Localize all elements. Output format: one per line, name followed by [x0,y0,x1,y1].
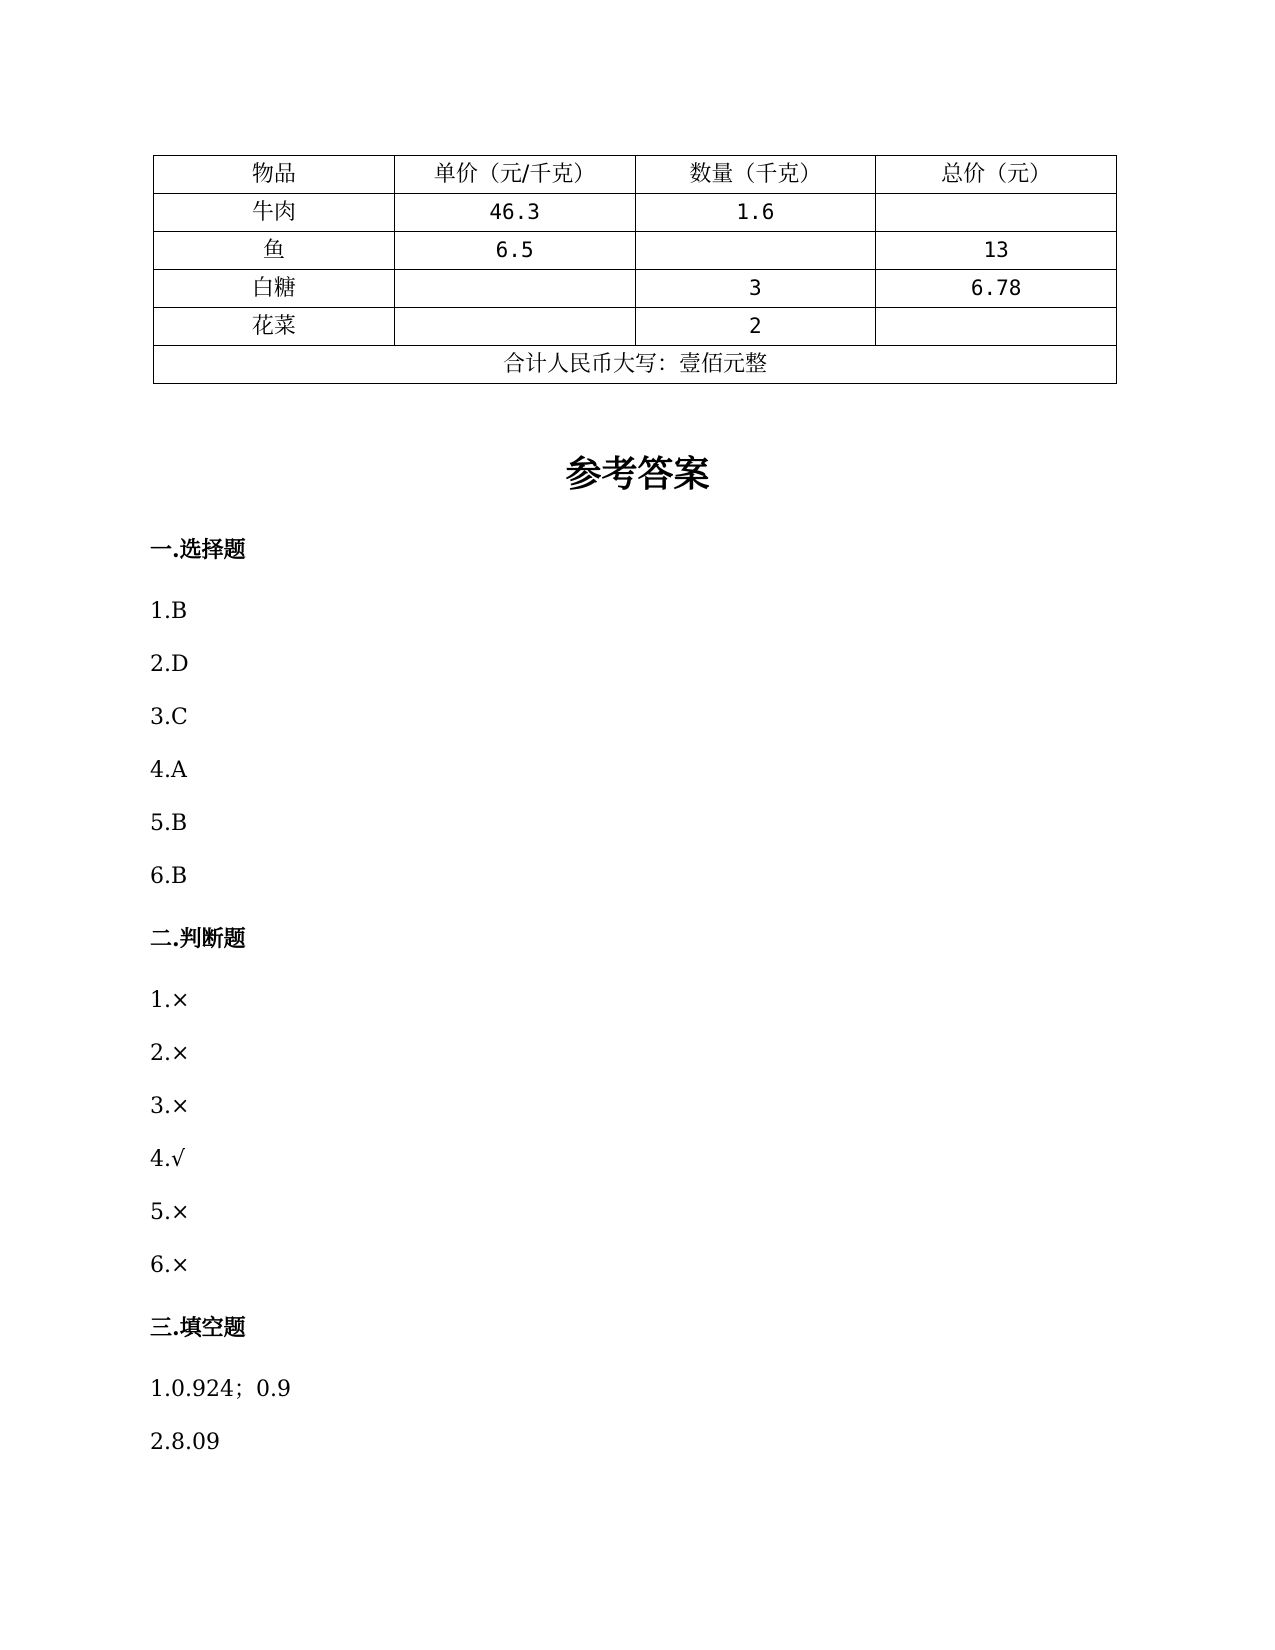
answer-title: 参考答案 [565,453,710,495]
table-row [154,270,1117,308]
answer-item: 3.C [150,705,188,730]
section-heading-fill-blank: 三.填空题 [150,1315,246,1341]
answer-item: 2.8.09 [150,1430,220,1455]
answer-item: 5.B [150,811,188,836]
answer-item: 4.√ [150,1147,186,1172]
section-heading-choice: 一.选择题 [150,537,246,563]
table-cell: 6.5 [394,232,635,270]
table-row [154,308,1117,346]
table-cell: 3 [635,270,876,308]
table-cell: 花菜 [154,308,395,346]
section-heading-true-false: 二.判断题 [150,926,246,952]
table-cell: 13 [876,232,1117,270]
table-footer-row [154,346,1117,384]
table-cell: 白糖 [154,270,395,308]
table-row [154,232,1117,270]
table-cell: 牛肉 [154,194,395,232]
answer-item: 1.0.924；0.9 [150,1377,291,1402]
table-cell: 46.3 [394,194,635,232]
table-cell: 2 [635,308,876,346]
table-header-row [154,156,1117,194]
header-unit-price: 单价（元/千克） [394,156,635,194]
table-cell: 鱼 [154,232,395,270]
header-quantity: 数量（千克） [635,156,876,194]
table-cell: 6.78 [876,270,1117,308]
answer-item: 6.B [150,864,188,889]
answer-item: 1.× [150,988,190,1013]
table-cell [635,232,876,270]
header-total: 总价（元） [876,156,1117,194]
table-cell [876,194,1117,232]
answer-item: 3.× [150,1094,190,1119]
table-cell [394,308,635,346]
answer-item: 2.D [150,652,189,677]
table-cell: 1.6 [635,194,876,232]
table-row [154,194,1117,232]
table-cell [394,270,635,308]
answer-item: 4.A [150,758,187,783]
price-table [153,155,1117,384]
answer-item: 5.× [150,1200,190,1225]
table-cell [876,308,1117,346]
answer-item: 1.B [150,599,188,624]
answer-item: 2.× [150,1041,190,1066]
answer-item: 6.× [150,1253,190,1278]
table-footer-total: 合计人民币大写：壹佰元整 [154,346,1117,384]
header-item: 物品 [154,156,395,194]
